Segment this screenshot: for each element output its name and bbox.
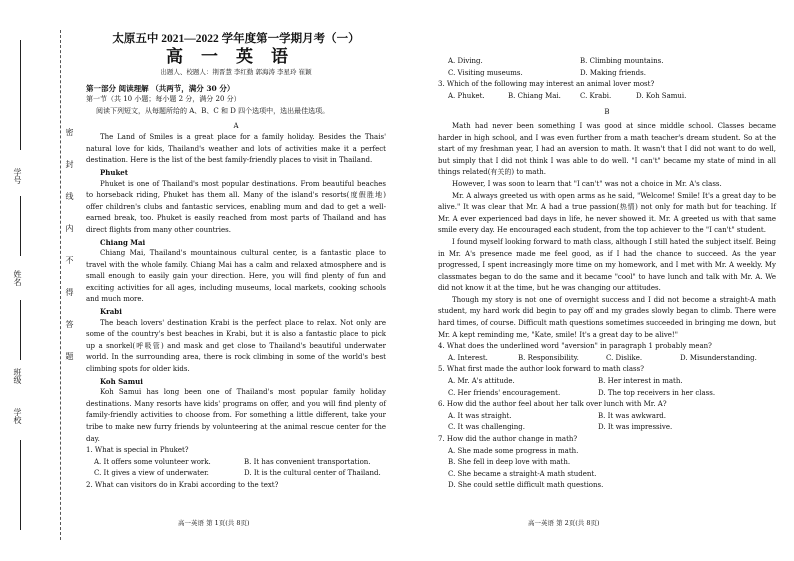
section-title: Krabi	[100, 307, 122, 317]
page-footer-left: 高一英语 第 1页(共 8页)	[178, 519, 250, 527]
page-footer-right: 高一英语 第 2页(共 8页)	[528, 519, 600, 527]
name-label: 姓名	[13, 270, 22, 286]
question-2-stem: 2. What can visitors do in Krabi according to the text?	[86, 480, 279, 489]
option-a[interactable]: A. It offers some volunteer work.	[94, 457, 211, 466]
option-b[interactable]: B. Responsibility.	[518, 353, 579, 362]
passage-b-para: Though my story is not one of overnight success and I did not become a straight-A math student, my hard work did begin to pay off and my grades slowly began to climb. There were hard times, of course. Difficult math questions sometimes succeeded in bringing me down, but Mr. A kept reminding me, "Kate, smile! It's a great day to be alive!"	[438, 295, 776, 339]
seal-char: 题	[65, 352, 74, 361]
section-title: Phuket	[100, 167, 128, 177]
question-2-options	[438, 56, 776, 79]
seal-char: 封	[65, 160, 74, 169]
option-d[interactable]: D. The top receivers in her class.	[598, 388, 716, 397]
option-d[interactable]: D. Misunderstanding.	[680, 353, 757, 362]
passage-b-para: I found myself looking forward to math class, although I still hated the subject itself. Being in Mr. A's presence made me feel good, as if I had the chance to succeed. As the year progressed, I spent increasingly more time on my homework, and I met with Mr. A weekly. My classmates began to do the same and it became "cool" to have lunch and talk with Mr. A. We did not know it at the time, but he was changing our attitudes.	[438, 237, 776, 293]
part-heading: 第一部分 阅读理解 （共两节，满分 30 分）	[86, 83, 235, 93]
seal-line	[60, 30, 61, 540]
gutter-rule	[20, 440, 21, 530]
option-c[interactable]: C. Visiting museums.	[448, 68, 523, 77]
option-a[interactable]: A. Diving.	[448, 57, 483, 65]
option-d[interactable]: D. It was impressive.	[598, 423, 673, 432]
class-label: 班级	[13, 368, 22, 384]
instructions: 阅读下列短文，从每题所给的 A、B、C 和 D 四个选项中，选出最佳选项。	[96, 106, 330, 115]
option-b[interactable]: B. It has convenient transportation.	[244, 457, 371, 466]
option-c[interactable]: C. It gives a view of underwater.	[94, 469, 209, 478]
option-a[interactable]: A. Mr. A's attitude.	[448, 377, 515, 386]
seal-char: 密	[65, 128, 74, 137]
staff-line: 出题人、校题人：荆晋慧 李红勤 郭海涛 李星玲 崔颖	[160, 68, 312, 77]
option-d[interactable]: D. Making friends.	[580, 68, 646, 77]
passage-b-para: Mr. A always greeted us with open arms as he said, "Welcome! Smile! It's a great day to be alive." It was clear that Mr. A had a true passion(热情) not only for math but for teaching. If Mr. A ever experienced bad days in life, he never showed it. Mr. A greeted us with that same smile every day. He encouraged each student, from the top achiever to the "I can't" student.	[438, 191, 776, 235]
right-column	[438, 56, 776, 492]
question-stem: 6. How did the author feel about her talk over lunch with Mr. A?	[438, 400, 667, 409]
option-c[interactable]: C. It was challenging.	[448, 423, 526, 432]
seal-char: 内	[65, 224, 74, 233]
option-b[interactable]: B. Chiang Mai.	[508, 91, 561, 100]
left-column	[86, 30, 386, 492]
option-a[interactable]: A. Interest.	[448, 353, 488, 362]
option-c[interactable]: C. Dislike.	[606, 353, 643, 362]
question-stem: 3. Which of the following may interest an animal lover most?	[438, 80, 655, 89]
option-c[interactable]: C. Her friends' encouragement.	[448, 388, 561, 397]
section-text: Chiang Mai, Thailand's mountainous cultural center, is a fantastic place to travel with the whole family. Chiang Mai has a calm and relaxed atmosphere and is small enough to easily gain your direction. Here, you will find plenty of fun and exciting activities for all ages, including museums, local markets, cooking schools and much more.	[86, 249, 386, 304]
question-6	[438, 399, 776, 434]
section-sub: 第一节（共 10 小题；每小题 2 分，满分 20 分）	[86, 95, 241, 104]
section-title: Koh Samui	[100, 376, 143, 386]
section-text: The beach lovers' destination Krabi is the perfect place to relax. Not only are some of the country's best beaches in Krabi, but it is also a fantastic place to pick up a snorkel(呼吸管) and mask and get close to Thailand's beautiful underwater world. In the surrounding area, there is rock climbing in some of the world's best climbing spots for older kids.	[86, 318, 386, 374]
option-c[interactable]: C. Krabi.	[580, 91, 612, 100]
gutter-rule	[20, 196, 21, 256]
option-a[interactable]: A. Phuket.	[448, 91, 485, 100]
question-1	[86, 445, 386, 480]
question-stem: 1. What is special in Phuket?	[86, 446, 189, 455]
option-a[interactable]: A. She made some progress in math.	[448, 446, 579, 455]
section-title: Chiang Mai	[100, 237, 146, 247]
seal-char: 不	[65, 256, 74, 265]
gutter-rule	[20, 40, 21, 150]
option-c[interactable]: C. She became a straight-A math student.	[448, 469, 597, 478]
option-b[interactable]: B. It was awkward.	[598, 411, 667, 420]
passage-b-para: However, I was soon to learn that "I can't" was not a choice in Mr. A's class.	[452, 179, 722, 188]
passage-a-label: A	[233, 121, 239, 130]
option-b[interactable]: B. Climbing mountains.	[580, 57, 664, 65]
seal-char: 得	[65, 288, 74, 297]
section-text: Koh Samui has long been one of Thailand's most popular family holiday destinations. Many resorts have kids' programs on offer, and you will find plenty of family-friendly activities to choose from. For something a little different, take your tribe to make new furry friends by volunteering at the animal rescue center for the day.	[86, 388, 386, 443]
passage-a-intro: The Land of Smiles is a great place for a family holiday. Besides the Thais' natural love for kids, Thailand's weather and lots of activities make it a perfect destination. Here is the list of the best family-friendly places to visit in Thailand.	[86, 133, 386, 165]
student-id-label: 学号	[13, 168, 22, 184]
option-a[interactable]: A. It was straight.	[448, 411, 512, 420]
passage-b-label: B	[604, 108, 610, 117]
question-3	[438, 79, 776, 102]
question-stem: 4. What does the underlined word "aversion" in paragraph 1 probably mean?	[438, 342, 712, 351]
option-d[interactable]: D. Koh Samui.	[636, 91, 687, 100]
passage-b-para: Math had never been something I was good at since middle school. Classes became harder in high school, and I was even further from a math teacher's dream student. So at the start of my freshman year, I had an aversion to math. It wasn't that I did not want to do well, but simply that I did not think I was able to do well. "I can't" became my state of mind in all things related(有关的) to math.	[438, 121, 776, 177]
option-d[interactable]: D. It is the cultural center of Thailand.	[244, 469, 381, 478]
gutter-rule	[20, 300, 21, 360]
option-d[interactable]: D. She could settle difficult math questions.	[448, 481, 604, 490]
option-b[interactable]: B. She fell in deep love with math.	[448, 458, 571, 467]
exam-title: 太原五中 2021—2022 学年度第一学期月考（一）	[112, 33, 360, 45]
seal-char: 线	[65, 192, 74, 201]
seal-char: 答	[65, 320, 74, 329]
section-text: Phuket is one of Thailand's most popular destinations. From beautiful beaches to horseback riding, Phuket has them all. Many of the island's resorts(度假胜地) offer children's clubs and fantastic services, enabling mum and dad to get a well-earned break, too. Phuket is easily reached from most parts of Thailand and has direct flights from many other countries.	[86, 179, 386, 234]
question-7	[438, 434, 776, 492]
option-b[interactable]: B. Her interest in math.	[598, 377, 683, 386]
question-5	[438, 364, 776, 399]
question-stem: 7. How did the author change in math?	[438, 435, 578, 443]
question-4	[438, 341, 776, 364]
question-stem: 5. What first made the author look forward to math class?	[438, 365, 644, 374]
school-label: 学校	[13, 408, 22, 424]
subject-title: 高一英语	[166, 46, 306, 67]
